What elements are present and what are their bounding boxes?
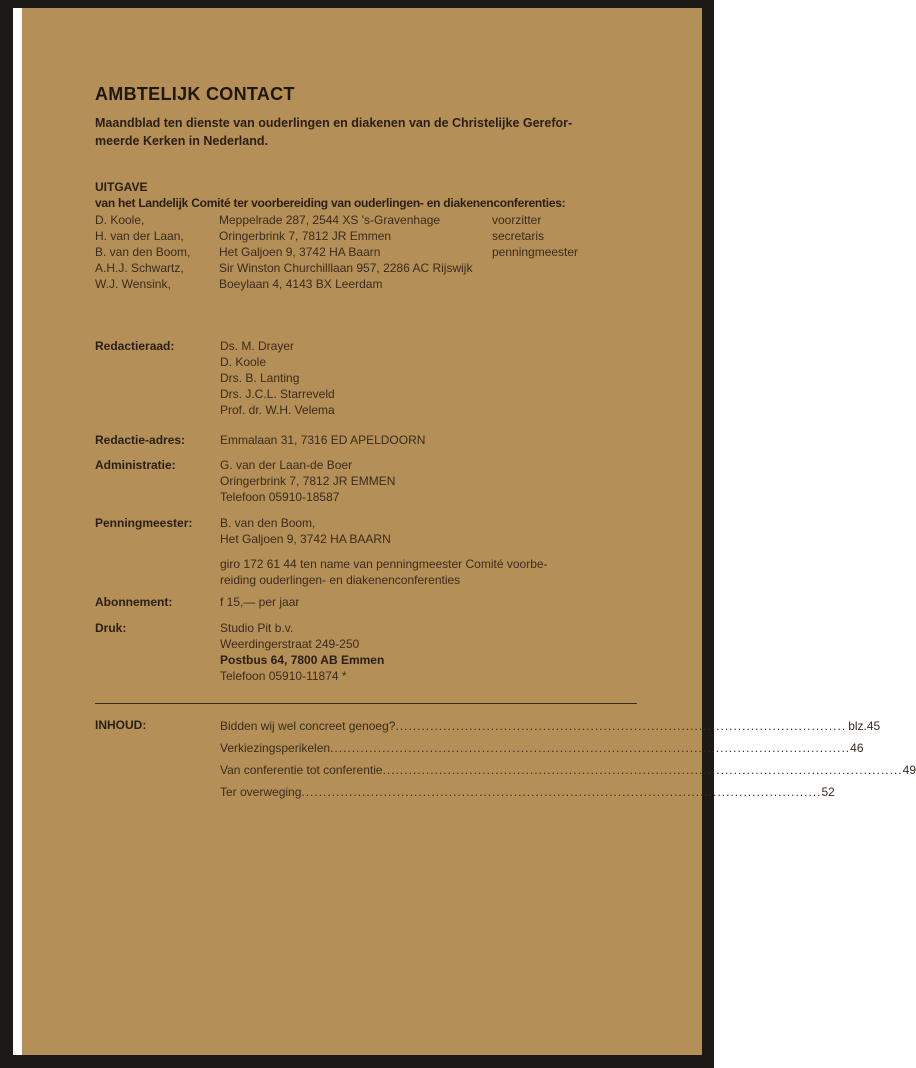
member-address: Meppelrade 287, 2544 XS 's-Gravenhage	[219, 213, 441, 227]
druk-phone: Telefoon 05910-11874 *	[220, 669, 347, 683]
toc-leader: ........................................................................................................................	[330, 741, 851, 755]
toc-leader: ........................................................................................................................	[301, 785, 822, 799]
toc-blz-label: blz.	[848, 719, 867, 733]
abonnement-label: Abonnement:	[95, 595, 173, 609]
toc-leader: ........................................................................................................................	[382, 763, 903, 777]
toc-item[interactable]	[220, 762, 916, 778]
redactieraad-label: Redactieraad:	[95, 339, 175, 353]
member-address: Boeylaan 4, 4143 BX Leerdam	[219, 277, 383, 291]
redactieraad-member: Drs. J.C.L. Starreveld	[220, 387, 335, 401]
member-role: secretaris	[492, 229, 545, 243]
toc-item-title: Verkiezingsperikelen	[220, 741, 331, 755]
toc-item-title: Bidden wij wel concreet genoeg?	[220, 719, 396, 733]
committee-row	[22, 228, 622, 244]
member-name: H. van der Laan,	[95, 229, 184, 243]
redactieraad-list	[220, 338, 335, 418]
toc-item-page: 45	[866, 719, 881, 733]
toc-item-page: 52	[821, 785, 835, 799]
scan-border-right	[700, 0, 714, 1068]
member-name: A.H.J. Schwartz,	[95, 261, 184, 275]
member-name: D. Koole,	[95, 213, 145, 227]
uitgave-heading: UITGAVE	[95, 180, 148, 194]
inhoud-label: INHOUD:	[95, 718, 147, 732]
scan-border-left	[0, 0, 13, 1068]
member-name: W.J. Wensink,	[95, 277, 171, 291]
druk-postbus: Postbus 64, 7800 AB Emmen	[220, 653, 385, 667]
member-role: penningmeester	[492, 245, 579, 259]
redactieraad-member: Drs. B. Lanting	[220, 371, 300, 385]
toc-item-page: 49	[902, 763, 916, 777]
redactie-adres-label: Redactie-adres:	[95, 433, 186, 447]
committee-row	[22, 260, 622, 276]
administratie-line: Oringerbrink 7, 7812 JR EMMEN	[220, 474, 396, 488]
committee-row	[22, 212, 622, 228]
druk-line: Studio Pit b.v.	[220, 621, 294, 635]
giro-line: reiding ouderlingen- en diakenenconferenties	[220, 573, 461, 587]
scan-border-top	[0, 0, 714, 8]
subtitle-line: Maandblad ten dienste van ouderlingen en diakenen van de Christelijke Gerefor-	[95, 116, 573, 130]
member-address: Het Galjoen 9, 3742 HA Baarn	[219, 245, 381, 259]
redactie-adres-value: Emmalaan 31, 7316 ED APELDOORN	[220, 433, 426, 447]
toc-item[interactable]	[220, 718, 881, 734]
redactieraad-member: Ds. M. Drayer	[220, 339, 295, 353]
administratie-block	[220, 457, 395, 505]
giro-line: giro 172 61 44 ten name van penningmeester Comité voorbe-	[220, 557, 548, 571]
toc-item[interactable]	[220, 740, 864, 756]
page-title: AMBTELIJK CONTACT	[95, 84, 295, 104]
member-name: B. van den Boom,	[95, 245, 191, 259]
committee-row	[22, 276, 622, 292]
toc-item-title: Van conferentie tot conferentie	[220, 763, 383, 777]
subtitle-line: meerde Kerken in Nederland.	[95, 134, 268, 148]
toc-item-page: 46	[850, 741, 864, 755]
penningmeester-block	[220, 515, 548, 588]
member-role: voorzitter	[492, 213, 542, 227]
member-address: Oringerbrink 7, 7812 JR Emmen	[219, 229, 392, 243]
druk-block	[220, 620, 384, 684]
toc-leader: ........................................................................................................	[395, 719, 847, 733]
druk-label: Druk:	[95, 621, 127, 635]
abonnement-value: f 15,— per jaar	[220, 595, 300, 609]
redactieraad-member: Prof. dr. W.H. Velema	[220, 403, 335, 417]
committee-row	[22, 244, 622, 260]
page-subtitle	[95, 114, 572, 150]
administratie-line: Telefoon 05910-18587	[220, 490, 340, 504]
toc-item[interactable]	[220, 784, 835, 800]
scan-border-bottom	[0, 1055, 714, 1068]
penningmeester-label: Penningmeester:	[95, 516, 193, 530]
section-divider	[95, 703, 637, 704]
druk-line: Weerdingerstraat 249-250	[220, 637, 360, 651]
redactieraad-member: D. Koole	[220, 355, 267, 369]
member-address: Sir Winston Churchilllaan 957, 2286 AC Rijswijk	[219, 261, 473, 275]
toc-item-title: Ter overweging	[220, 785, 302, 799]
penningmeester-line: B. van den Boom,	[220, 516, 316, 530]
administratie-line: G. van der Laan-de Boer	[220, 458, 353, 472]
document-page	[22, 8, 916, 1055]
uitgave-subheading: van het Landelijk Comité ter voorbereiding van ouderlingen- en diakenenconferenties:	[95, 196, 566, 210]
penningmeester-line: Het Galjoen 9, 3742 HA BAARN	[220, 532, 391, 546]
administratie-label: Administratie:	[95, 458, 176, 472]
